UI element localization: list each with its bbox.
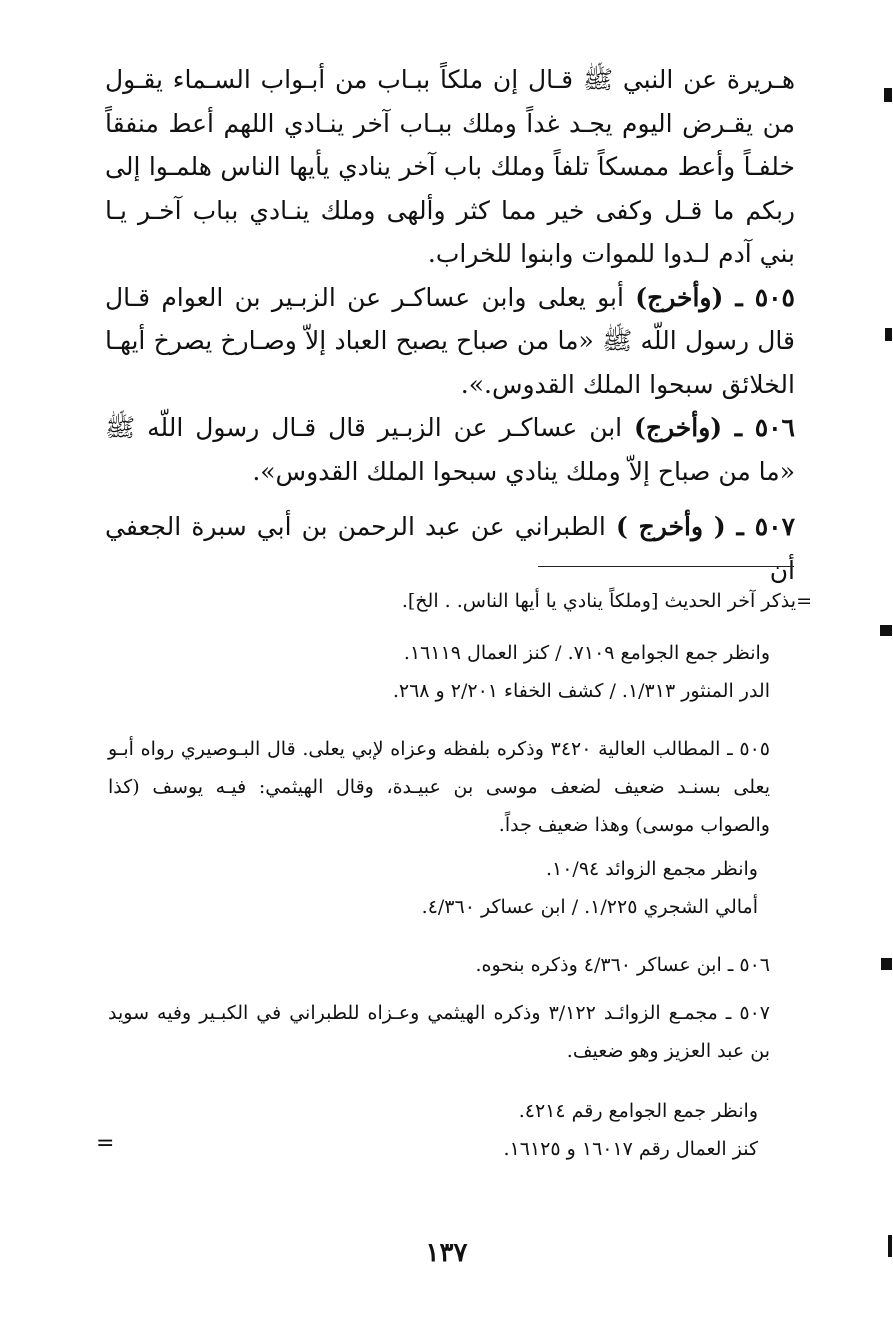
margin-scan-mark — [884, 88, 892, 102]
paragraph-hadith-continuation: هـريرة عن النبي ﷺ قـال إن ملكاً ببـاب من أبـواب السـماء يقـول من يقـرض اليوم يجـد غداً وملك ببـاب آخر ينـادي اللهم أعط منفقاً خلفـاً وأعط ممسكاً تلفاً وملك باب آخر ينادي يأيها الناس هلمـوا إلى ربكم ما قـل وكفى خير مما كثر وألهى وملك ينـادي بباب آخـر يـا بني آدم لـدوا للموات وابنوا للخراب. — [105, 65, 795, 268]
continues-mark: = — [96, 1131, 115, 1156]
hadith-number-506: ٥٠٦ ـ (وأخرج) — [634, 413, 795, 442]
footnote-506-text: ٥٠٦ ـ ابن عساكر ٤/٣٦٠ وذكره بنحوه. — [475, 954, 770, 976]
footnote-505 — [100, 730, 812, 844]
footnote-505-sources — [100, 850, 812, 926]
paragraph-507 — [105, 505, 795, 592]
margin-scan-mark — [880, 625, 892, 636]
footnote-507-sources — [100, 1092, 812, 1168]
page-number: ١٣٧ — [425, 1238, 468, 1268]
footnote-separator — [538, 566, 794, 567]
main-text — [105, 58, 795, 592]
paragraph-505 — [105, 276, 795, 407]
paragraph-506 — [105, 406, 795, 493]
footnote-506 — [100, 946, 812, 984]
footnote-continuation — [100, 582, 812, 620]
footnote-source-line: وانظر جمع الجوامع ٧١٠٩. / كنز العمال ١٦١١٩. — [403, 642, 770, 664]
hadith-text-505: أبو يعلى وابن عساكـر عن الزبـير بن العوام قـال قال رسول اللّه ﷺ «ما من صباح يصبح العباد إلاّ وصـارخ يصرخ أيهـا الخلائق سبحوا الملك القدوس.». — [105, 282, 795, 399]
footnote-source-line: كنز العمال رقم ١٦٠١٧ و ١٦١٢٥. — [503, 1138, 758, 1160]
margin-scan-mark — [881, 958, 892, 970]
hadith-number-507: ٥٠٧ ـ ( وأخرج ) — [615, 512, 796, 541]
footnote-source-line: أمالي الشجري ١/٢٢٥. / ابن عساكر ٤/٣٦٠. — [421, 896, 758, 918]
footnote-507-text: ٥٠٧ ـ مجمـع الزوائـد ٣/١٢٢ وذكره الهيثمي وعـزاه للطبراني في الكبـير وفيه سويد بن عبد العزيز وهو ضعيف. — [108, 1002, 770, 1062]
footnote-507 — [100, 994, 812, 1070]
footnote-source-line: الدر المنثور ١/٣١٣. / كشف الخفاء ٢/٢٠١ و ٢٦٨. — [392, 680, 770, 702]
hadith-number-505: ٥٠٥ ـ (وأخرج) — [635, 282, 795, 312]
footnote-505-text: ٥٠٥ ـ المطالب العالية ٣٤٢٠ وذكره بلفظه وعزاه لإبي يعلى. قال البـوصيري رواه أبـو يعلى بسنـد ضعيف لضعف موسى بن عبيـدة، وقال الهيثمي: فيـه يوسف (كذا والصواب موسى) وهذا ضعيف جداً. — [108, 738, 771, 836]
footnote-source-line: وانظر مجمع الزوائد ١٠/٩٤. — [545, 858, 758, 880]
hadith-text-507: الطبراني عن عبد الرحمن بن أبي سبرة الجعفي أن — [105, 512, 795, 585]
margin-scan-mark — [888, 1235, 892, 1257]
margin-scan-mark — [885, 328, 892, 341]
footnote-source-line: وانظر جمع الجوامع رقم ٤٢١٤. — [518, 1100, 758, 1122]
footnote-continuation-text: يذكر آخر الحديث [وملكاً ينادي يا أيها الناس. . الخ]. — [401, 590, 797, 612]
hadith-text-506: ابن عساكـر عن الزبـير قال قـال رسول اللّه ﷺ «ما من صباح إلاّ وملك ينادي سبحوا الملك القدوس». — [105, 413, 795, 486]
footnote-sources-a — [100, 634, 812, 710]
continuation-mark: = — [796, 590, 812, 612]
